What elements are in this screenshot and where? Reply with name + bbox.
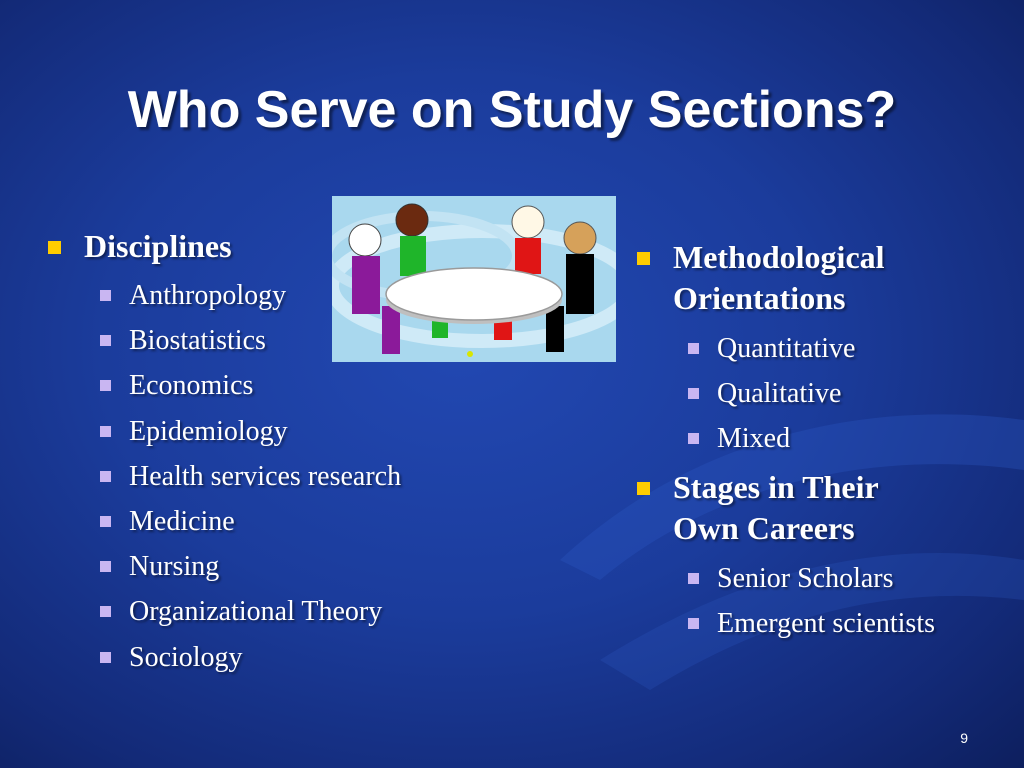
methodological-heading-line1: Methodological (673, 239, 885, 275)
list-item: Quantitative (717, 333, 856, 364)
bullet-marker (100, 561, 111, 572)
bullet-marker (688, 343, 699, 354)
methodological-heading-line2: Orientations (673, 280, 846, 316)
list-item: Health services research (129, 461, 402, 492)
list-item: Sociology (129, 642, 243, 673)
list-item: Emergent scientists (717, 608, 935, 639)
career-stages-heading-line1: Stages in Their (673, 469, 879, 505)
bullet-marker (100, 335, 111, 346)
list-item: Senior Scholars (717, 563, 894, 594)
disciplines-heading: Disciplines (84, 228, 232, 264)
career-stages-heading-line2: Own Careers (673, 510, 855, 546)
list-item: Medicine (129, 506, 235, 537)
list-item: Mixed (717, 423, 791, 454)
bullet-marker (100, 290, 111, 301)
bullet-marker (637, 482, 650, 495)
bullet-marker (688, 388, 699, 399)
bullet-marker (100, 606, 111, 617)
list-item: Anthropology (129, 280, 287, 311)
bullet-marker (100, 426, 111, 437)
list-item: Biostatistics (129, 325, 266, 356)
bullet-marker (688, 618, 699, 629)
list-item: Epidemiology (129, 416, 288, 447)
bullet-marker (100, 471, 111, 482)
list-item: Organizational Theory (129, 596, 383, 627)
page-number: 9 (960, 730, 968, 746)
list-item: Qualitative (717, 378, 842, 409)
bullet-marker (688, 433, 699, 444)
bullet-marker (100, 516, 111, 527)
bullet-marker (100, 652, 111, 663)
meeting-table-illustration (332, 196, 616, 362)
slide-title: Who Serve on Study Sections? (127, 81, 897, 139)
bullet-marker (688, 573, 699, 584)
bullet-marker (48, 241, 61, 254)
list-item: Economics (129, 370, 254, 401)
list-item: Nursing (129, 551, 220, 582)
bullet-marker (100, 380, 111, 391)
bullet-marker (637, 252, 650, 265)
